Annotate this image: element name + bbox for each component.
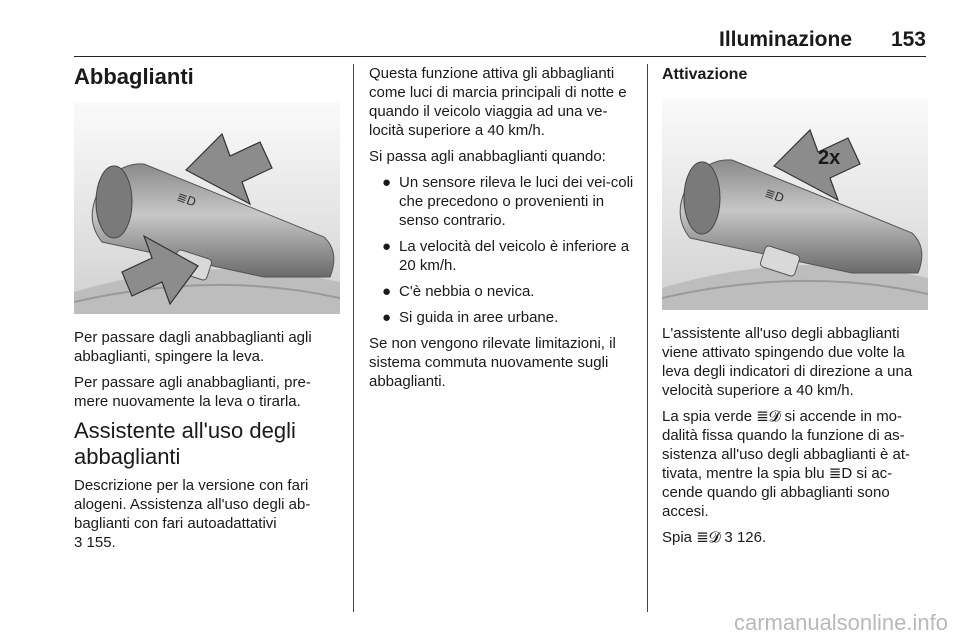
list-item: ● Un sensore rileva le luci dei vei-coli che precedono o provenienti in senso contrario. [382, 174, 634, 229]
paragraph: Spia ≣𝓓 3 126. [662, 529, 767, 546]
column-divider-2 [647, 64, 648, 612]
figure-label: 2x [818, 147, 841, 169]
bullet-icon: ● [382, 283, 392, 300]
svg-text:≣D: ≣D [174, 189, 198, 210]
lever-illustration [662, 98, 928, 310]
bullet-icon: ● [382, 309, 392, 326]
section-heading-attivazione: Attivazione [662, 66, 748, 83]
column-1 [74, 64, 340, 559]
page-header [74, 28, 926, 57]
section-heading-abbaglianti: Abbaglianti [74, 64, 194, 89]
column-2 [369, 64, 635, 398]
paragraph: Descrizione per la versione con fari alogeni. Assistenza all'uso degli ab-baglianti con fari autoadattativi [74, 477, 311, 532]
column-3 [662, 64, 928, 554]
watermark: carmanualsonline.info [733, 610, 948, 635]
page-reference: 3 155. [74, 534, 116, 551]
lever-illustration [74, 102, 340, 314]
page-number: 153 [890, 28, 926, 51]
bullet-list [369, 173, 635, 327]
bullet-icon: ● [382, 238, 392, 255]
paragraph: Se non vengono rilevate limitazioni, il sistema commuta nuovamente sugli abbaglianti. [369, 335, 616, 390]
paragraph: Per passare agli anabbaglianti, pre-mere nuovamente la leva o tirarla. [74, 374, 311, 410]
paragraph: Si passa agli anabbaglianti quando: [369, 148, 606, 165]
bullet-icon: ● [382, 174, 392, 191]
column-divider-1 [353, 64, 354, 612]
list-item: ● C'è nebbia o nevica. [382, 283, 535, 300]
section-heading-assistente: Assistente all'uso degli abbaglianti [74, 418, 296, 469]
paragraph: Per passare dagli anabbaglianti agli abbaglianti, spingere la leva. [74, 329, 312, 365]
paragraph: L'assistente all'uso degli abbaglianti viene attivato spingendo due volte la leva degli indicatori di direzione a una velocità superiore a 40 km/h. [662, 325, 913, 399]
paragraph: Questa funzione attiva gli abbaglianti come luci di marcia principali di notte e quando il veicolo viaggia ad una ve-locità superiore a 40 km/h. [369, 65, 627, 139]
svg-text:≣D: ≣D [762, 185, 786, 206]
list-item: ● La velocità del veicolo è inferiore a 20 km/h. [382, 238, 630, 274]
paragraph: La spia verde ≣𝓓 si accende in mo-dalità fissa quando la funzione di as-sistenza all'uso degli abbaglianti è at-tivata, mentre la spia blu ≣D si ac-cende quando gli abbaglianti sono accesi. [662, 408, 911, 520]
chapter-title: Illuminazione [718, 28, 852, 51]
list-item: ● Si guida in aree urbane. [382, 309, 559, 326]
